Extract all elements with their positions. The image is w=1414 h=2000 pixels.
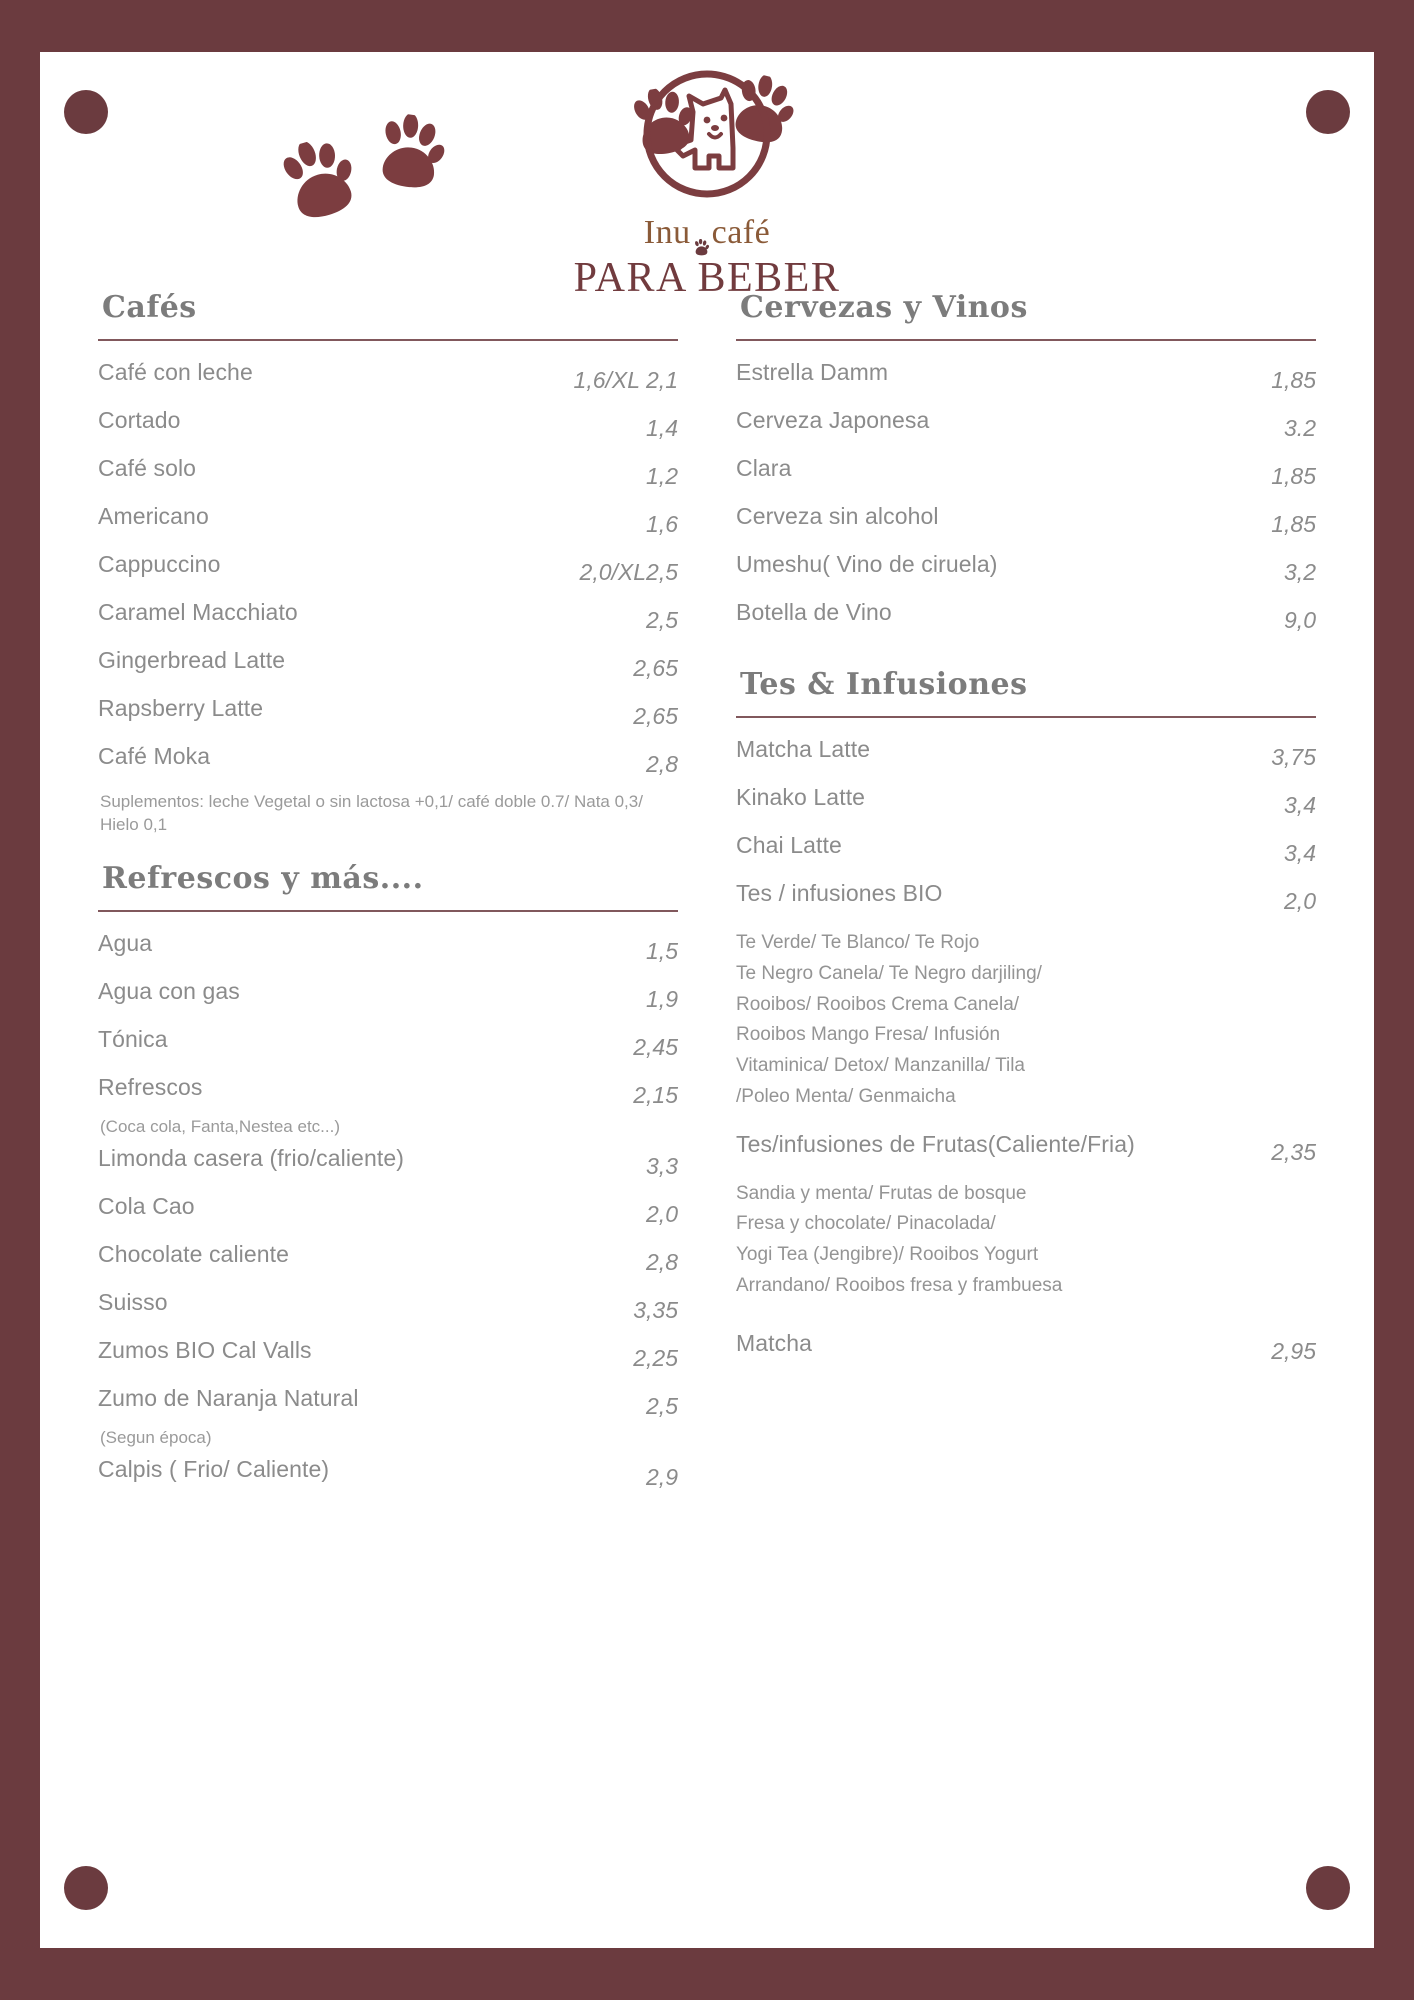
section-refrescos	[98, 861, 678, 1491]
item-price: 2,0	[1284, 888, 1316, 914]
item-price: 2,45	[633, 1033, 678, 1060]
bio-tea-line: Vitaminica/ Detox/ Manzanilla/ Tila	[736, 1055, 1025, 1077]
brand-name	[40, 214, 1374, 252]
item-name: Caramel Macchiato	[98, 599, 298, 625]
menu-item-row	[736, 880, 1316, 915]
item-name: Tónica	[98, 1025, 168, 1052]
fruit-tea-line: Fresa y chocolate/ Pinacolada/	[736, 1213, 996, 1235]
menu-card	[40, 52, 1374, 1948]
item-price: 1,4	[646, 415, 678, 441]
menu-item-row	[736, 503, 1316, 538]
item-name: Zumos BIO Cal Valls	[98, 1336, 312, 1363]
menu-item-row	[98, 743, 678, 778]
left-column	[98, 290, 678, 1504]
section-title-cafes: Cafés	[102, 290, 197, 325]
paw-print-icon	[372, 111, 450, 195]
item-price: 1,5	[646, 937, 678, 964]
menu-header	[40, 52, 1374, 301]
item-name: Botella de Vino	[736, 599, 892, 625]
item-name: Tes / infusiones BIO	[736, 880, 943, 906]
paw-dot-icon	[693, 227, 710, 244]
item-price: 1,9	[646, 985, 678, 1012]
item-name: Suisso	[98, 1288, 168, 1315]
item-price: 3,4	[1284, 792, 1316, 818]
item-name: Cerveza sin alcohol	[736, 503, 939, 529]
section-tes	[736, 667, 1316, 1365]
menu-item-row	[98, 1241, 678, 1276]
item-name: Refrescos	[98, 1073, 203, 1100]
fruit-tea-line: Sandia y menta/ Frutas de bosque	[736, 1182, 1027, 1204]
menu-item-row	[736, 1330, 1316, 1365]
bio-tea-line: Rooibos Mango Fresa/ Infusión	[736, 1024, 1001, 1046]
section-title-tes: Tes & Infusiones	[740, 667, 1028, 702]
menu-item-row	[98, 1337, 678, 1372]
item-price: 2,95	[1271, 1337, 1316, 1364]
logo-row	[40, 62, 1374, 212]
right-column	[736, 290, 1316, 1504]
item-name: Limonda casera (frio/caliente)	[98, 1144, 404, 1171]
menu-item-row	[98, 647, 678, 682]
menu-item-row	[736, 736, 1316, 771]
item-name: Cappuccino	[98, 551, 221, 577]
menu-item-row	[98, 1145, 678, 1180]
item-price: 3,35	[633, 1296, 678, 1323]
bio-tea-line: Te Verde/ Te Blanco/ Te Rojo	[736, 932, 980, 953]
menu-item-row	[98, 1289, 678, 1324]
item-name: Café solo	[98, 455, 197, 481]
divider	[98, 910, 678, 912]
item-price: 9,0	[1284, 607, 1316, 633]
menu-item-row	[98, 1074, 678, 1109]
item-price: 1,85	[1271, 463, 1316, 489]
bio-tea-line: /Poleo Menta/ Genmaicha	[736, 1085, 956, 1107]
item-price: 3.2	[1284, 415, 1316, 441]
item-price: 2,5	[646, 607, 678, 633]
menu-item-row	[736, 359, 1316, 394]
menu-item-row	[98, 1385, 678, 1420]
tes-list	[736, 736, 1316, 915]
refrescos-list	[98, 930, 678, 1109]
brand-name-part2: café	[711, 214, 771, 251]
item-price: 2,65	[633, 655, 678, 681]
menu-item-row	[736, 1131, 1316, 1166]
refrescos-list-3	[98, 1456, 678, 1491]
menu-item-row	[98, 407, 678, 442]
corner-dot-bottom-right	[1306, 1866, 1350, 1910]
menu-columns	[40, 284, 1374, 1504]
item-name: Gingerbread Latte	[98, 647, 286, 673]
item-price: 1,2	[646, 463, 678, 489]
fruit-tea-line: Yogi Tea (Jengibre)/ Rooibos Yogurt	[736, 1244, 1039, 1266]
menu-item-row	[98, 1026, 678, 1061]
item-name: Calpis ( Frio/ Caliente)	[98, 1455, 330, 1482]
item-price: 1,85	[1271, 511, 1316, 537]
item-price: 2,9	[646, 1463, 678, 1490]
item-price: 2,5	[646, 1392, 678, 1419]
brand-name-part1: Inu	[643, 214, 691, 251]
bio-tea-line: Rooibos/ Rooibos Crema Canela/	[736, 993, 1020, 1015]
item-name: Americano	[98, 503, 209, 529]
menu-item-row	[98, 1456, 678, 1491]
section-cervezas	[736, 290, 1316, 634]
item-price: 2,15	[633, 1081, 678, 1108]
menu-item-row	[98, 695, 678, 730]
item-name: Cortado	[98, 407, 181, 433]
item-name: Tes/infusiones de Frutas(Caliente/Fria)	[736, 1130, 1135, 1157]
item-price: 3,75	[1271, 744, 1316, 770]
item-name: Matcha Latte	[736, 736, 871, 762]
item-price: 3,2	[1284, 559, 1316, 585]
menu-subtitle: PARA BEBER	[573, 255, 841, 301]
item-name: Chai Latte	[736, 832, 842, 858]
item-price: 1,85	[1271, 367, 1316, 393]
menu-item-row	[98, 978, 678, 1013]
menu-item-row	[98, 1193, 678, 1228]
bio-tea-line: Te Negro Canela/ Te Negro darjiling/	[736, 962, 1042, 984]
dog-stamp-icon	[637, 64, 777, 204]
item-price: 3,4	[1284, 840, 1316, 866]
menu-item-row	[98, 930, 678, 965]
divider	[736, 716, 1316, 718]
menu-item-row	[98, 503, 678, 538]
menu-item-row	[98, 599, 678, 634]
item-name: Estrella Damm	[736, 359, 889, 385]
item-price: 3,3	[646, 1152, 678, 1179]
item-name: Cerveza Japonesa	[736, 407, 930, 433]
item-name: Café con leche	[98, 359, 253, 385]
item-price: 2,35	[1271, 1138, 1316, 1165]
item-name: Kinako Latte	[736, 784, 866, 810]
section-title-refrescos: Refrescos y más....	[102, 860, 424, 896]
menu-item-row	[98, 359, 678, 394]
zumo-season-note: (Segun época)	[100, 1427, 212, 1447]
item-name: Chocolate caliente	[98, 1240, 290, 1267]
menu-item-row	[736, 599, 1316, 634]
fruit-tea-line: Arrandano/ Rooibos fresa y frambuesa	[736, 1274, 1063, 1296]
menu-item-row	[98, 455, 678, 490]
cervezas-list	[736, 359, 1316, 634]
item-name: Rapsberry Latte	[98, 695, 264, 721]
item-price: 2,65	[633, 703, 678, 729]
item-price: 2,25	[633, 1344, 678, 1371]
menu-item-row	[736, 407, 1316, 442]
refrescos-brands-note: (Coca cola, Fanta,Nestea etc...)	[100, 1116, 340, 1136]
menu-item-row	[98, 551, 678, 586]
cafes-supplements-note: Suplementos: leche Vegetal o sin lactosa +0,1/ café doble 0.7/ Nata 0,3/ Hielo 0,1	[100, 792, 643, 834]
item-price: 2,8	[646, 1248, 678, 1275]
menu-item-row	[736, 455, 1316, 490]
menu-item-row	[736, 784, 1316, 819]
item-price: 2,0/XL2,5	[579, 559, 678, 585]
item-name: Zumo de Naranja Natural	[98, 1384, 359, 1411]
item-name: Café Moka	[98, 743, 211, 769]
item-name: Umeshu( Vino de ciruela)	[736, 551, 998, 577]
menu-item-row	[736, 832, 1316, 867]
divider	[98, 339, 678, 341]
section-title-cervezas: Cervezas y Vinos	[740, 290, 1028, 325]
item-price: 1,6	[646, 511, 678, 537]
item-name: Matcha	[736, 1329, 813, 1356]
bio-tea-list	[736, 928, 1316, 1113]
item-name: Agua con gas	[98, 977, 240, 1004]
item-price: 2,0	[646, 1200, 678, 1227]
section-cafes	[98, 290, 678, 837]
corner-dot-bottom-left	[64, 1866, 108, 1910]
divider	[736, 339, 1316, 341]
cafes-list	[98, 359, 678, 778]
item-price: 2,8	[646, 751, 678, 777]
item-name: Agua	[98, 929, 153, 956]
fruit-tea-list	[736, 1179, 1316, 1302]
item-price: 1,6/XL 2,1	[573, 367, 678, 393]
menu-item-row	[736, 551, 1316, 586]
item-name: Cola Cao	[98, 1192, 195, 1219]
refrescos-list-2	[98, 1145, 678, 1420]
item-name: Clara	[736, 455, 792, 481]
